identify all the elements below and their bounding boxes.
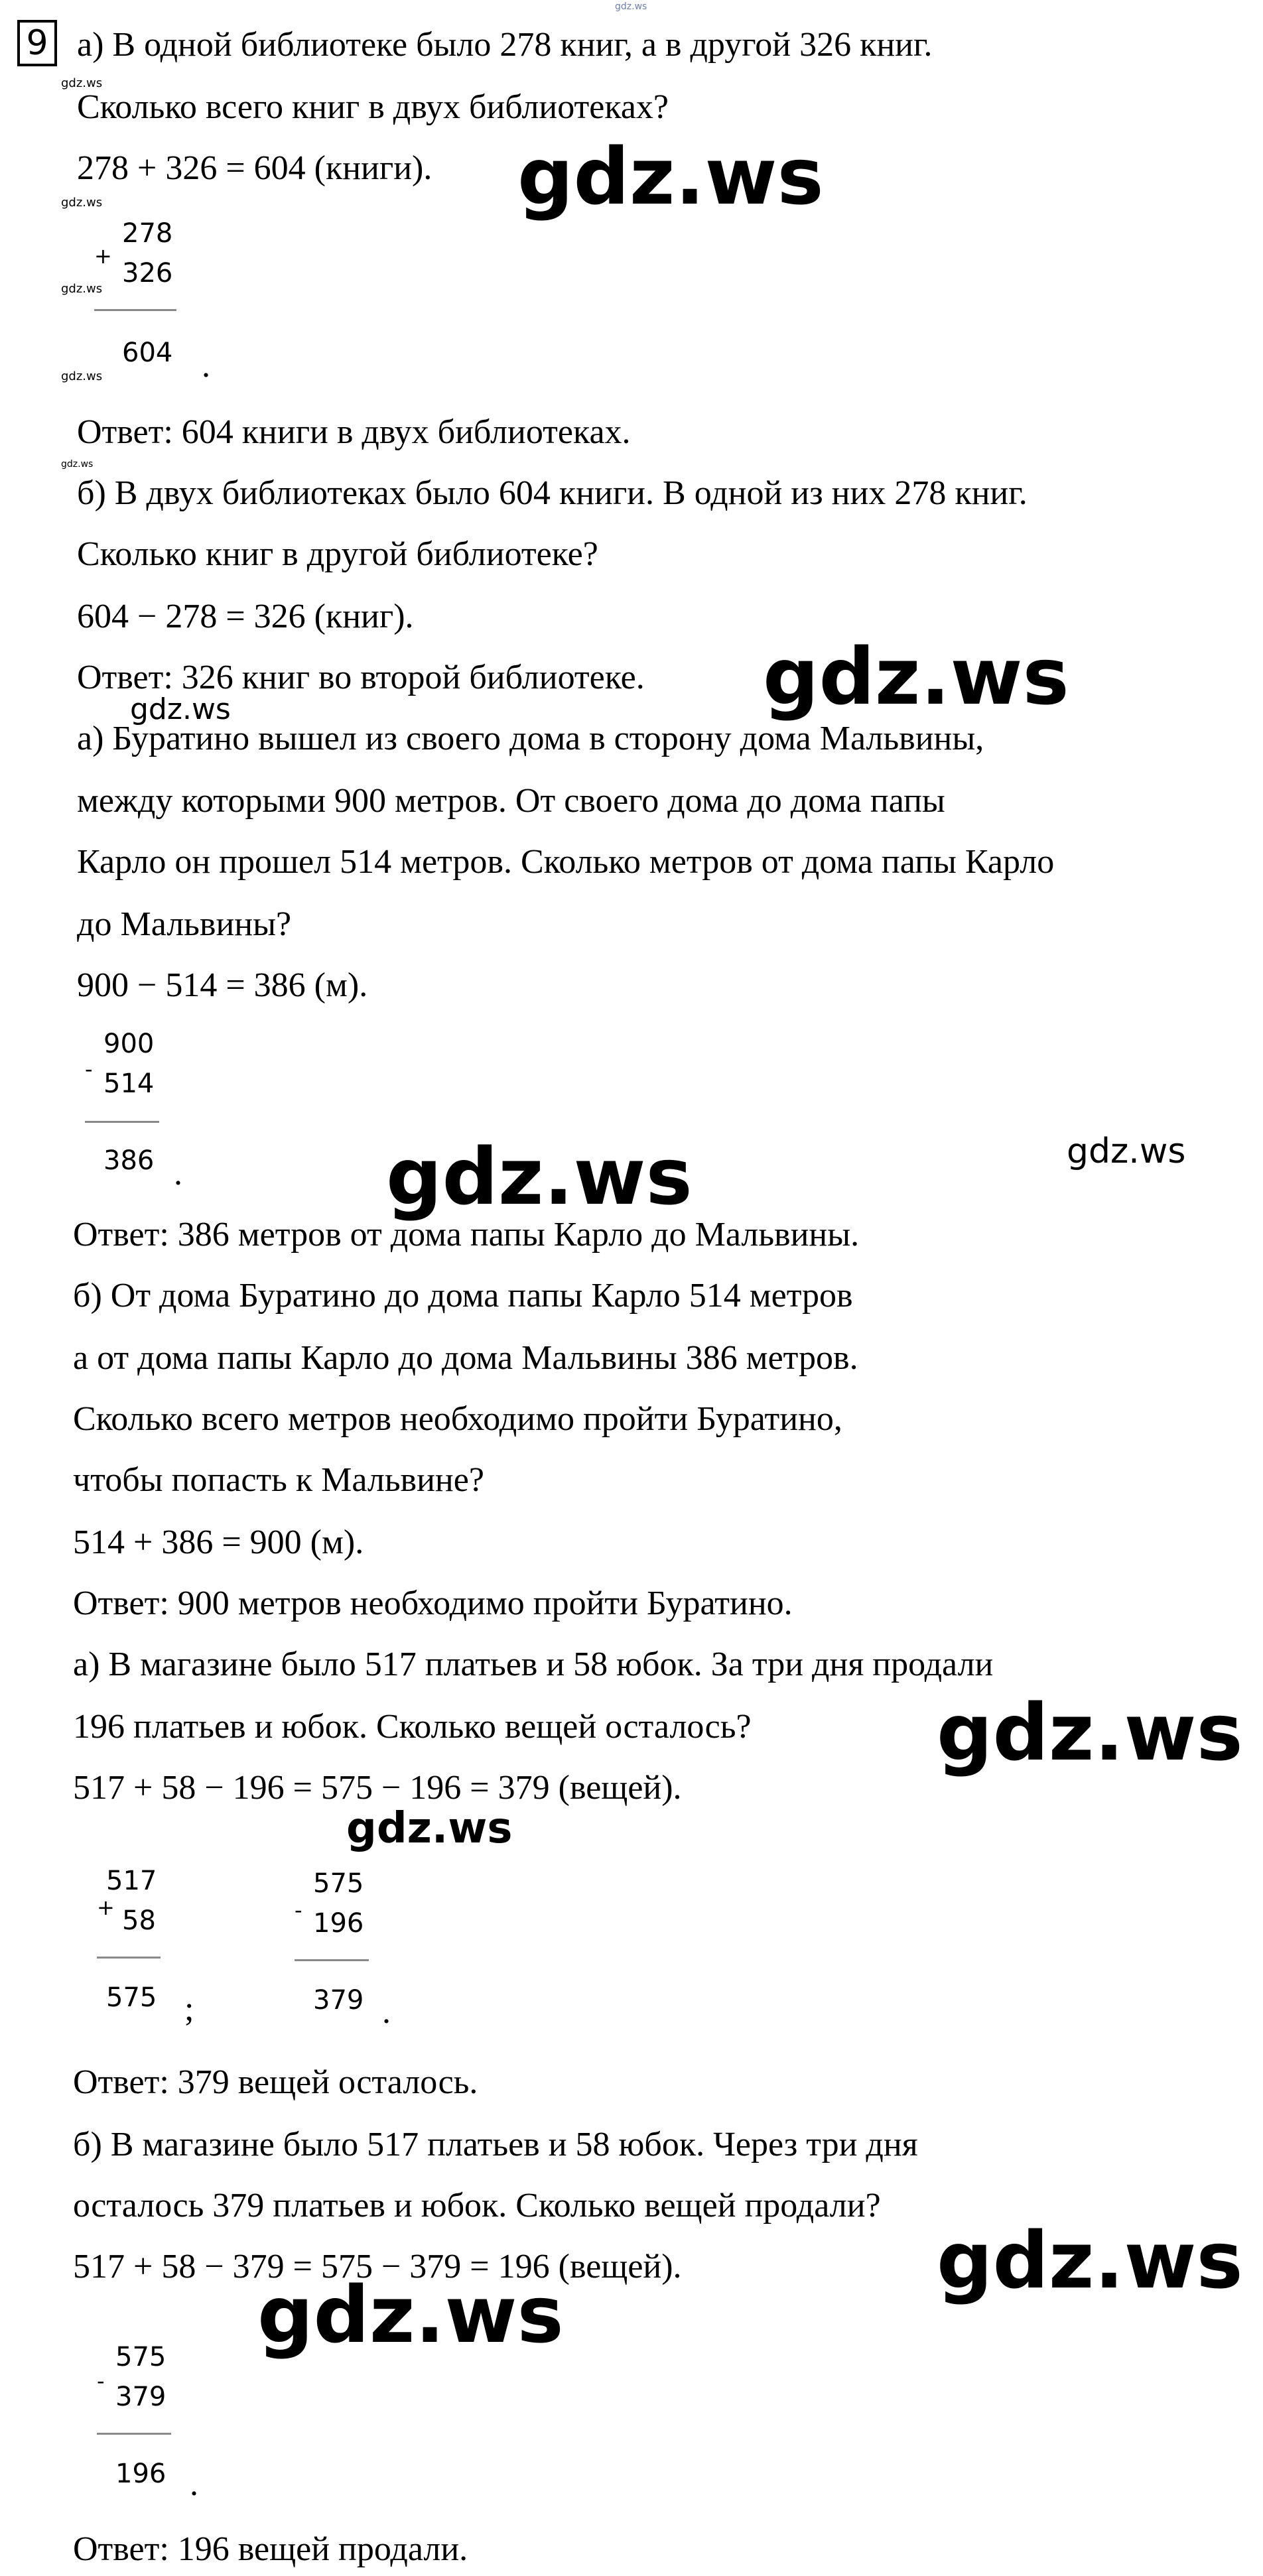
- text-line: Ответ: 900 метров необходимо пройти Буратино.: [73, 1584, 793, 1622]
- column-operator: -: [85, 1057, 93, 1082]
- text-line: Ответ: 604 книги в двух библиотеках.: [77, 413, 631, 451]
- text-line: Ответ: 326 книг во второй библиотеке.: [77, 659, 645, 696]
- text-line: а от дома папы Карло до дома Мальвины 386 метров.: [73, 1339, 858, 1377]
- top-watermark: gdz.ws: [615, 1, 647, 12]
- text-line: 514 + 386 = 900 (м).: [73, 1523, 364, 1561]
- column-rule: [97, 1957, 161, 1959]
- text-line: Карло он прошел 514 метров. Сколько метров от дома папы Карло: [77, 843, 1055, 881]
- text-line: между которыми 900 метров. От своего дома до дома папы: [77, 782, 945, 820]
- column-operator: +: [94, 243, 112, 269]
- text-line: 517 + 58 − 196 = 575 − 196 = 379 (вещей).: [73, 1769, 682, 1807]
- column-operand: 278: [122, 218, 173, 249]
- column-result: 604: [122, 338, 173, 368]
- text-line: 604 − 278 = 326 (книг).: [77, 598, 414, 635]
- column-operand: 379: [115, 2382, 166, 2412]
- text-line: Ответ: 379 вещей осталось.: [73, 2063, 478, 2101]
- text-line: чтобы попасть к Мальвине?: [73, 1461, 484, 1499]
- watermark: gdz.ws: [937, 2215, 1243, 2306]
- column-operand: 900: [103, 1029, 155, 1059]
- tiny-watermark: gdz.ws: [61, 459, 94, 470]
- column-operand: 514: [103, 1068, 155, 1099]
- watermark: gdz.ws: [517, 131, 824, 222]
- column-rule: [97, 2433, 171, 2435]
- text-line: б) От дома Буратино до дома папы Карло 514 метров: [73, 1277, 853, 1315]
- text-line: б) В двух библиотеках было 604 книги. В одной из них 278 книг.: [77, 474, 1028, 512]
- column-operator: +: [97, 1895, 115, 1920]
- text-line: Сколько книг в другой библиотеке?: [77, 535, 598, 573]
- watermark: gdz.ws: [386, 1131, 693, 1222]
- column-end: .: [382, 1993, 391, 2031]
- task-number-box: 9: [17, 20, 57, 66]
- watermark: gdz.ws: [130, 692, 231, 726]
- column-result: 196: [115, 2459, 166, 2489]
- text-line: 517 + 58 − 379 = 575 − 379 = 196 (вещей).: [73, 2248, 682, 2286]
- text-line: б) В магазине было 517 платьев и 58 юбок. Через три дня: [73, 2126, 918, 2163]
- watermark: gdz.ws: [937, 1687, 1243, 1778]
- column-rule: [94, 309, 176, 311]
- column-end: .: [174, 1155, 182, 1192]
- watermark: gdz.ws: [1067, 1131, 1186, 1171]
- column-end: .: [202, 347, 210, 385]
- text-line: Ответ: 196 вещей продали.: [73, 2530, 468, 2568]
- column-result: 379: [313, 1985, 364, 2016]
- text-line: а) В магазине было 517 платьев и 58 юбок. За три дня продали: [73, 1645, 994, 1683]
- column-rule: [85, 1121, 159, 1123]
- column-rule: [295, 1959, 369, 1961]
- column-result: 575: [106, 1982, 157, 2013]
- column-operand: 517: [106, 1866, 157, 1896]
- text-line: Сколько всего метров необходимо пройти Буратино,: [73, 1400, 842, 1438]
- tiny-watermark: gdz.ws: [61, 282, 103, 296]
- watermark: gdz.ws: [257, 2269, 564, 2360]
- text-line: 900 − 514 = 386 (м).: [77, 966, 368, 1004]
- text-line: до Мальвины?: [77, 905, 292, 943]
- tiny-watermark: gdz.ws: [61, 196, 103, 210]
- column-operator: -: [97, 2368, 105, 2394]
- column-result: 386: [103, 1145, 155, 1176]
- watermark: gdz.ws: [763, 631, 1069, 722]
- text-line: Сколько всего книг в двух библиотеках?: [77, 88, 669, 126]
- column-operand: 196: [313, 1908, 364, 1939]
- text-line: 278 + 326 = 604 (книги).: [77, 149, 432, 187]
- text-line: 196 платьев и юбок. Сколько вещей осталось?: [73, 1708, 752, 1746]
- text-line: а) Буратино вышел из своего дома в сторону дома Мальвины,: [77, 720, 984, 757]
- column-operand: 58: [122, 1905, 156, 1936]
- text-line: Ответ: 386 метров от дома папы Карло до Мальвины.: [73, 1216, 860, 1254]
- tiny-watermark: gdz.ws: [61, 369, 103, 383]
- column-end: ;: [184, 1990, 194, 2028]
- text-line: осталось 379 платьев и юбок. Сколько вещей продали?: [73, 2187, 881, 2224]
- column-operand: 575: [115, 2342, 166, 2372]
- text-line: а) В одной библиотеке было 278 книг, а в другой 326 книг.: [77, 26, 933, 64]
- watermark: gdz.ws: [346, 1804, 513, 1853]
- column-operator: -: [295, 1898, 302, 1923]
- column-operand: 326: [122, 258, 173, 289]
- tiny-watermark: gdz.ws: [61, 76, 103, 90]
- column-end: .: [190, 2465, 198, 2503]
- column-operand: 575: [313, 1868, 364, 1899]
